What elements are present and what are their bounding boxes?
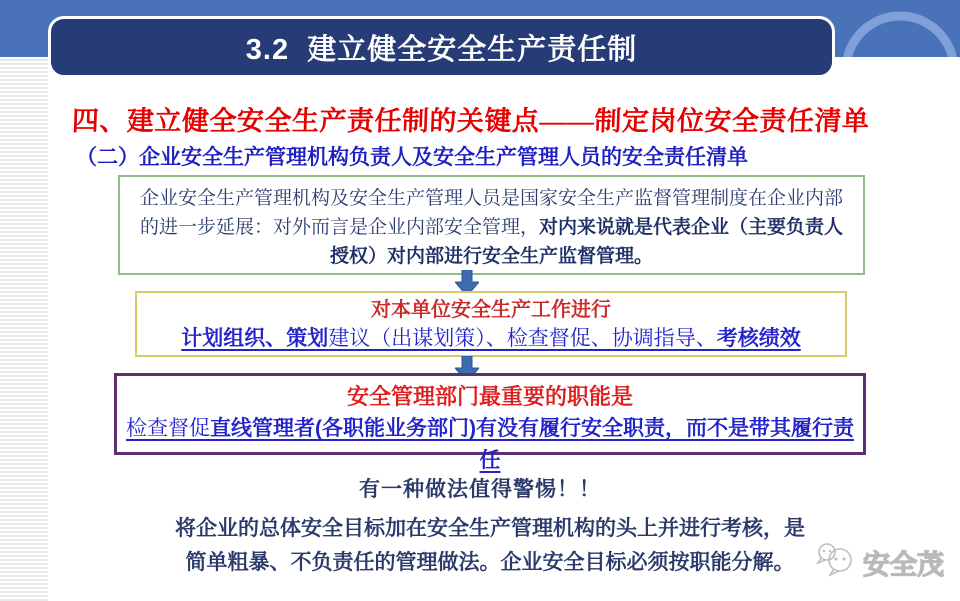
definition-text-bold: 对内来说就是代表企业（主要负责人授权）对内部进行安全生产监督管理。: [329, 217, 844, 267]
watermark-logo: [813, 541, 944, 584]
watermark-logo-text: 安全茂: [863, 550, 944, 580]
duties-box-line: [137, 323, 845, 354]
function-box-title: 安全管理部门最重要的职能是: [346, 384, 633, 409]
section-heading-red: 四、建立健全安全生产责任制的关键点——制定岗位安全责任清单: [71, 106, 870, 136]
subsection-heading-blue: （二）企业安全生产管理机构负责人及安全生产管理人员的安全责任清单: [76, 146, 748, 169]
closing-paragraph: [60, 512, 920, 580]
duties-box: [135, 291, 847, 357]
definition-box: [118, 175, 865, 275]
slide-title: 3.2 建立健全安全生产责任制: [245, 33, 638, 66]
duties-seg-bold-1: 计划组织、策划: [181, 327, 329, 350]
duties-box-title: 对本单位安全生产工作进行: [371, 299, 611, 321]
function-box-line: [117, 412, 863, 477]
duties-seg-regular: 建议（出谋划策）、检查督促、协调指导、: [328, 326, 717, 350]
duties-seg-bold-2: 考核绩效: [716, 327, 801, 350]
warning-line: 有一种做法值得警惕！！: [359, 478, 601, 501]
chat-bubbles-mascot-icon: [813, 541, 859, 584]
slide-title-banner: [48, 16, 835, 78]
function-seg-bold: 直线管理者(各职能业务部门)有没有履行安全职责，而不是带其履行责任: [210, 417, 854, 472]
crescent-arc-decoration: [830, 0, 960, 57]
function-box: [114, 373, 866, 472]
function-seg-regular: 检查督促: [126, 416, 210, 440]
closing-line-1: 将企业的总体安全目标加在安全生产管理机构的头上并进行考核，是: [175, 517, 805, 540]
left-stripe-decoration: [0, 57, 48, 601]
definition-text-regular: 企业安全生产管理机构及安全生产管理人员是国家安全生产监督管理制度在企业内部的进一步延展：对外而言是企业内部安全管理，: [139, 188, 843, 238]
closing-line-2: 简单粗暴、不负责任的管理做法。企业安全目标必须按职能分解。: [185, 551, 795, 574]
